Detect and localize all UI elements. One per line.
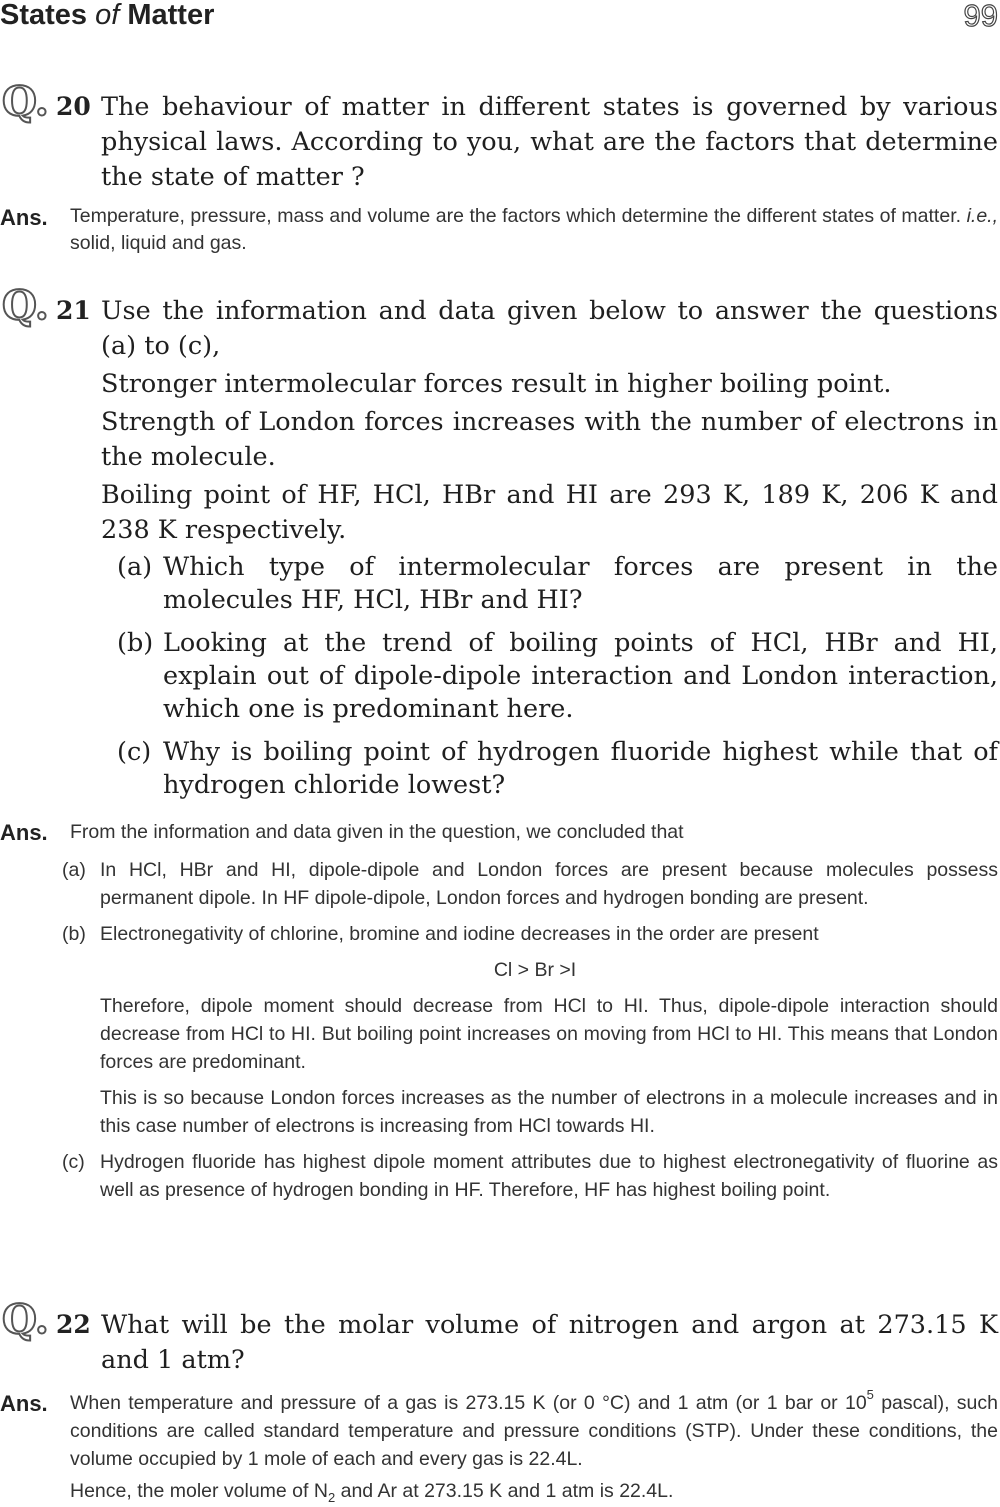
answer-part-c: (c) Hydrogen fluoride has highest dipole moment attributes due to highest electronegativity of fluorine as well as presence of hydrogen bonding in HF. Therefore, HF has highest boiling point. — [62, 1151, 998, 1201]
question-info-line: Strength of London forces increases with the number of electrons in the molecule. — [101, 407, 998, 472]
question-text: What will be the molar volume of nitrogen and argon at 273.15 K and 1 atm? — [101, 1310, 998, 1375]
subquestion-c: (c) Why is boiling point of hydrogen fluoride highest while that of hydrogen chloride lowest? — [117, 737, 998, 800]
answer-text: Temperature, pressure, mass and volume are the factors which determine the different states of matter. i.e., solid, liquid and gas. — [70, 205, 998, 254]
answer-text: When temperature and pressure of a gas is 273.15 K (or 0 °C) and 1 atm (or 1 bar or $10^5$ pascal), such conditions are called standard temperature and pressure conditions (STP). Under these conditions, the volume occupied by 1 mole of each and every gas is 22.4L. Hence, the moler volume of $N_2$ and Ar at 273.15 K and 1 atm is 22.4L. — [70, 1387, 998, 1505]
electronegativity-order: Cl > Br >I — [493, 959, 577, 981]
answer-label: Ans. — [0, 820, 48, 845]
question-info-line: Boiling point of HF, HCl, HBr and HI are 293 K, 189 K, 206 K and 238 K respectively. — [101, 480, 998, 545]
question-text — [101, 294, 998, 812]
question-intro: Use the information and data given below to answer the questions (a) to (c), — [101, 296, 998, 361]
answer-label: Ans. — [0, 205, 48, 230]
question-number: 22 — [56, 1310, 91, 1339]
question-mark-q: Q. — [2, 78, 49, 125]
answer-label: Ans. — [0, 1391, 48, 1416]
question-text: The behaviour of matter in different states is governed by various physical laws. According to you, what are the factors that determine the state of matter ? — [101, 92, 998, 192]
subquestion-b: (b) Looking at the trend of boiling points of HCl, HBr and HI, explain out of dipole-dipole interaction and London interaction, which one is predominant here. — [117, 628, 998, 724]
subquestion-a: (a) Which type of intermolecular forces are present in the molecules HF, HCl, HBr and HI? — [117, 552, 998, 615]
page-number: 99 — [963, 0, 998, 33]
answer-part-b: (b) Electronegativity of chlorine, bromine and iodine decreases in the order are present Cl > Br >I Therefore, dipole moment should decrease from HCl to HI. Thus, dipole-dipole interaction should decrease from HCl to HI. But boiling point increases on moving from HCl to HI. This means that London forces are predominant. This is so because London forces increases as the number of electrons in a molecule increases and in this case number of electrons is increasing from HCl towards HI. — [62, 923, 998, 1137]
answer-intro: From the information and data given in the question, we concluded that — [70, 821, 684, 843]
question-info-line: Stronger intermolecular forces result in higher boiling point. — [101, 369, 892, 399]
answer-part-a: (a) In HCl, HBr and HI, dipole-dipole and London forces are present because molecules possess permanent dipole. In HF dipole-dipole, London forces and hydrogen bonding are present. — [62, 859, 998, 909]
question-mark-q: Q. — [2, 282, 49, 329]
question-number: 21 — [56, 296, 91, 325]
question-mark-q: Q. — [2, 1296, 49, 1343]
page-header — [0, 0, 1000, 40]
question-number: 20 — [56, 92, 91, 121]
answer-text — [62, 818, 998, 1212]
chapter-title: States of Matter — [0, 0, 215, 31]
